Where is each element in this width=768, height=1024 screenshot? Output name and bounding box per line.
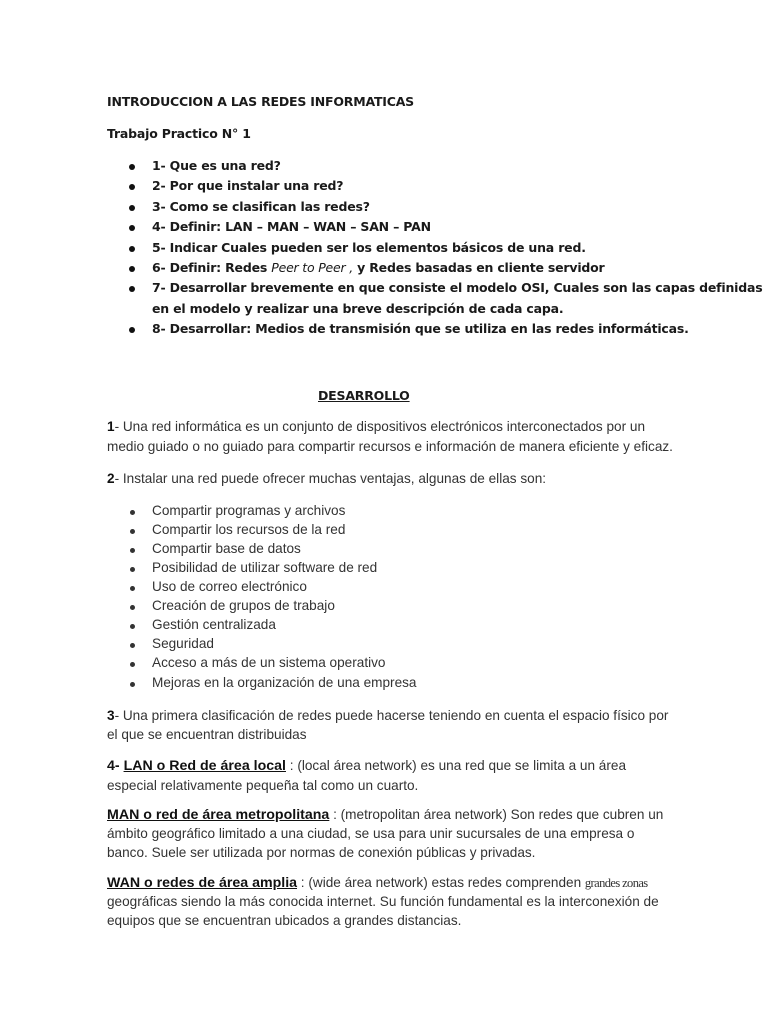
question-item: 2- Por que instalar una red? [152,178,344,193]
advantage-item: Compartir los recursos de la red [152,522,346,537]
bullet-icon [130,510,135,515]
definition-man: MAN o red de área metropolitana : (metropolitan área network) Son redes que cubren un [107,807,664,823]
bullet-icon [129,286,135,292]
bullet-icon [130,567,135,572]
question-item: 1- Que es una red? [152,158,281,173]
bullet-icon [129,164,135,170]
answer-3-continued: el que se encuentran distribuidas [107,727,307,742]
bullet-icon [130,682,135,687]
definition-wan-continued: geográficas siendo la más conocida internet. Su función fundamental es la interconexión de [107,894,659,909]
advantage-item: Compartir base de datos [152,541,301,556]
question-item: 8- Desarrollar: Medios de transmisión que se utiliza en las redes informáticas. [152,321,689,336]
advantage-item: Compartir programas y archivos [152,503,346,518]
bullet-icon [129,184,135,190]
question-item: 7- Desarrollar brevemente en que consiste el modelo OSI, Cuales son las capas definidas [152,280,763,295]
advantage-item: Mejoras en la organización de una empresa [152,675,417,690]
bullet-icon [129,246,135,252]
practice-subtitle: Trabajo Practico N° 1 [107,126,251,141]
answer-1-continued: medio guiado o no guiado para compartir recursos e información de manera eficiente y eficaz. [107,439,673,454]
advantage-item: Gestión centralizada [152,617,276,632]
advantage-item: Uso de correo electrónico [152,579,307,594]
definition-man-continued: ámbito geográfico limitado a una ciudad, se usa para unir sucursales de una empresa o [107,826,635,841]
bullet-icon [130,586,135,591]
bullet-icon [130,548,135,553]
answer-3: 3- Una primera clasificación de redes puede hacerse teniendo en cuenta el espacio físico por [107,708,669,723]
section-title: DESARROLLO [318,388,410,403]
question-item: 3- Como se clasifican las redes? [152,199,370,214]
answer-2: 2- Instalar una red puede ofrecer muchas ventajas, algunas de ellas son: [107,471,547,486]
bullet-icon [130,624,135,629]
advantage-item: Posibilidad de utilizar software de red [152,560,378,575]
document-title: INTRODUCCION A LAS REDES INFORMATICAS [107,94,414,109]
question-item: 4- Definir: LAN – MAN – WAN – SAN – PAN [152,219,431,234]
question-item: 6- Definir: Redes Peer to Peer , y Redes basadas en cliente servidor [152,260,605,275]
bullet-icon [129,327,135,333]
answer-4-lan: 4- LAN o Red de área local : (local área network) es una red que se limita a un área [107,758,627,774]
bullet-icon [130,662,135,667]
bullet-icon [130,643,135,648]
bullet-icon [129,225,135,231]
advantage-item: Acceso a más de un sistema operativo [152,655,386,670]
bullet-icon [130,529,135,534]
question-item-continued: en el modelo y realizar una breve descripción de cada capa. [152,301,564,316]
definition-wan-continued: equipos que se encuentran ubicados a grandes distancias. [107,913,462,928]
bullet-icon [129,266,135,272]
advantage-item: Creación de grupos de trabajo [152,598,335,613]
bullet-icon [130,605,135,610]
answer-4-lan-continued: especial relativamente pequeña tal como un cuarto. [107,778,419,793]
question-item: 5- Indicar Cuales pueden ser los elementos básicos de una red. [152,240,586,255]
definition-man-continued: banco. Suele ser utilizada por normas de conexión públicas y privadas. [107,845,536,860]
definition-wan: WAN o redes de área amplia : (wide área network) estas redes comprenden grandes zonas [107,875,648,891]
advantage-item: Seguridad [152,636,214,651]
bullet-icon [129,205,135,211]
answer-1: 1- Una red informática es un conjunto de dispositivos electrónicos interconectados por un [107,419,646,434]
